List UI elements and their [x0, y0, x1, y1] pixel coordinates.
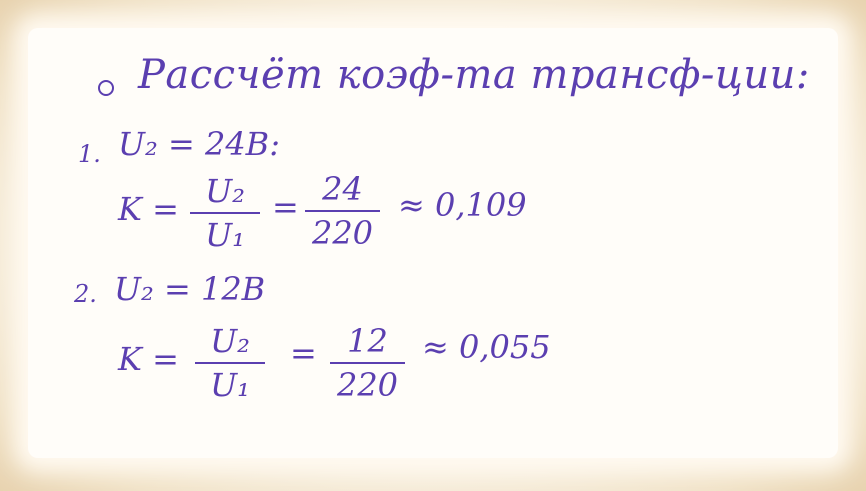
case1-frac2-denominator: 220: [311, 214, 374, 252]
fraction-bar: [330, 362, 405, 364]
fraction-bar: [305, 210, 380, 212]
case1-frac1-denominator: U₁: [205, 216, 245, 254]
case2-frac1-denominator: U₁: [210, 366, 250, 404]
case1-equals: =: [272, 188, 299, 226]
case2-result: ≈ 0,055: [422, 328, 551, 366]
case2-fraction-u2-u1: [195, 322, 265, 404]
case2-frac1-numerator: U₂: [210, 322, 250, 360]
case2-frac2-numerator: 12: [347, 322, 388, 360]
case1-condition: U₂ = 24В:: [118, 125, 280, 163]
case1-k-label: K =: [118, 190, 179, 228]
fraction-bar: [190, 212, 260, 214]
case1-number: 1.: [78, 140, 101, 168]
case1-frac1-numerator: U₂: [205, 172, 245, 210]
case2-k-label: K =: [118, 340, 179, 378]
case2-frac2-denominator: 220: [336, 366, 399, 404]
case1-frac2-numerator: 24: [322, 170, 363, 208]
case2-fraction-values: [330, 322, 405, 404]
case1-fraction-values: [305, 170, 380, 252]
fraction-bar: [195, 362, 265, 364]
case1-result: ≈ 0,109: [398, 186, 527, 224]
case2-equals: =: [290, 334, 317, 372]
case2-number: 2.: [74, 280, 97, 308]
case2-condition: U₂ = 12В: [114, 270, 266, 308]
heading-title: Рассчёт коэф-та трансф-ции:: [138, 52, 810, 98]
case1-fraction-u2-u1: [190, 172, 260, 254]
bullet-icon: [98, 80, 114, 96]
